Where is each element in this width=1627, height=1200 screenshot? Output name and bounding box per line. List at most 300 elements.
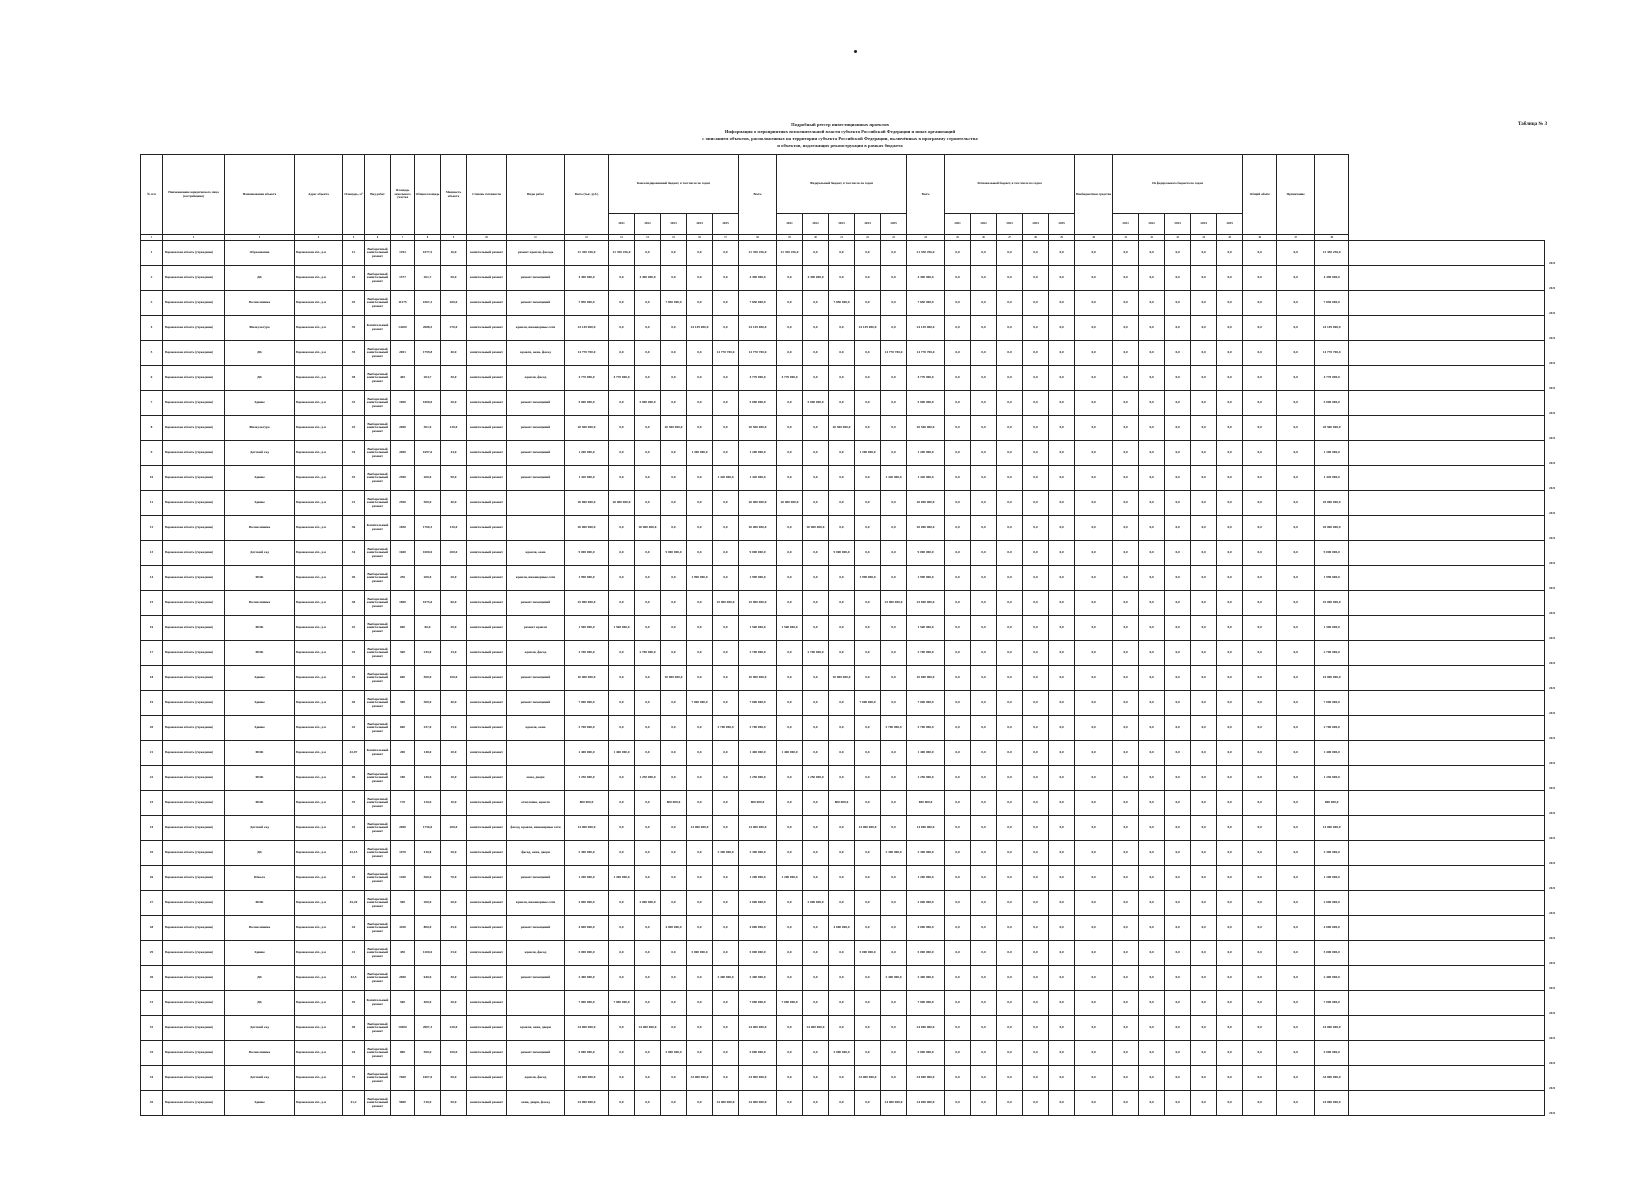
group-total-cell: 5 000 000,0	[739, 391, 777, 416]
year-value-cell: 0,0	[803, 791, 829, 816]
value-cell: 2000	[391, 441, 415, 466]
year-value-cell: 0,0	[777, 1091, 803, 1116]
summary-cell: 0,0	[1277, 391, 1315, 416]
year-value-cell: 0,0	[687, 266, 713, 291]
value-cell: 200,0	[415, 466, 441, 491]
organization-cell: Воронежская область (учреждение)	[163, 541, 225, 566]
year-value-cell: 0,0	[1191, 966, 1217, 991]
address-cell: Воронежская обл., р-н	[295, 766, 343, 791]
year-value-cell: 0,0	[609, 516, 635, 541]
year-value-cell: 0,0	[1049, 691, 1075, 716]
year-value-cell: 0,0	[971, 866, 997, 891]
year-value-cell: 0,0	[1139, 291, 1165, 316]
group-total-cell: 5 000 000,0	[907, 391, 945, 416]
year-value-cell: 0,0	[1139, 816, 1165, 841]
value-cell: 1850	[391, 516, 415, 541]
year-value-cell: 0,0	[1049, 291, 1075, 316]
organization-cell: Воронежская область (учреждение)	[163, 666, 225, 691]
year-value-cell: 0,0	[661, 966, 687, 991]
year-value-cell: 4 000 000,0	[661, 916, 687, 941]
year-value-cell: 4 770 000,0	[609, 366, 635, 391]
work-cell: капитальный ремонт	[467, 291, 507, 316]
total-cell: 9 000 000,0	[565, 541, 609, 566]
row-number: 18	[141, 666, 163, 691]
year-value-cell: 7 850 000,0	[661, 291, 687, 316]
group-total-cell: 0,0	[1243, 816, 1277, 841]
value-cell: 800	[391, 1041, 415, 1066]
year-value-cell: 0,0	[829, 366, 855, 391]
year-value-cell: 0,0	[661, 691, 687, 716]
year-value-cell: 0,0	[855, 916, 881, 941]
work-cell: капитальный ремонт	[467, 316, 507, 341]
year-value-cell: 0,0	[1113, 991, 1139, 1016]
title-line: с описанием объектов, расположенных на территории субъекта Российской Федерации, включённых в программу строительства	[702, 136, 978, 141]
year-value-cell: 0,0	[1023, 591, 1049, 616]
remark-cell	[1349, 641, 1545, 666]
year-value-cell: 0,0	[997, 366, 1023, 391]
year-value-cell: 0,0	[855, 541, 881, 566]
group-total-cell: 0,0	[1243, 466, 1277, 491]
year-value-cell: 0,0	[777, 1041, 803, 1066]
organization-cell: Воронежская область (учреждение)	[163, 416, 225, 441]
summary-cell: 0,0	[1277, 991, 1315, 1016]
year-value-cell: 0,0	[713, 991, 739, 1016]
year-value-cell: 0,0	[971, 966, 997, 991]
year-value-cell: 0,0	[1113, 291, 1139, 316]
year-value-cell: 0,0	[1139, 941, 1165, 966]
year-value-cell: 0,0	[661, 716, 687, 741]
year-value-cell: 0,0	[1113, 866, 1139, 891]
summary-cell: 0,0	[1277, 566, 1315, 591]
year-value-cell: 0,0	[777, 566, 803, 591]
year-header: 2021	[1113, 214, 1139, 235]
year-value-cell: 0,0	[713, 441, 739, 466]
work-kind-cell: Выборочный капитальный ремонт	[365, 691, 391, 716]
group-total-cell: 25 000 000,0	[739, 591, 777, 616]
year-value-cell: 5 000 000,0	[687, 941, 713, 966]
row-number: 22	[141, 766, 163, 791]
year-value-cell: 0,0	[997, 816, 1023, 841]
year-value-cell: 0,0	[777, 966, 803, 991]
column-header: Площадь, м²	[343, 155, 365, 235]
value-cell: 261,7	[415, 266, 441, 291]
organization-cell: Воронежская область (учреждение)	[163, 441, 225, 466]
description-cell: ремонт помещений	[507, 916, 565, 941]
year-value-cell: 0,0	[1191, 991, 1217, 1016]
year-value-cell: 0,0	[635, 841, 661, 866]
year-value-cell: 0,0	[1139, 966, 1165, 991]
group-total-cell: 1 200 000,0	[739, 866, 777, 891]
note-cell: 1 500 000,0	[1315, 616, 1349, 641]
year-value-cell: 0,0	[971, 741, 997, 766]
group-total-cell: 2 400 000,0	[907, 966, 945, 991]
year-value-cell: 0,0	[777, 941, 803, 966]
object-cell: Здание	[225, 941, 295, 966]
year-value-cell: 0,0	[1049, 341, 1075, 366]
year-value-cell: 24 000 000,0	[881, 1091, 907, 1116]
object-cell: ДК	[225, 366, 295, 391]
value-cell: 200,0	[441, 816, 467, 841]
note-cell: 24 149 000,0	[1315, 316, 1349, 341]
value-cell: 2000	[391, 416, 415, 441]
row-number: 26	[141, 866, 163, 891]
year-value-cell: 0,0	[777, 666, 803, 691]
area-cell: 44	[343, 1041, 365, 1066]
year-value-cell: 0,0	[777, 691, 803, 716]
year-value-cell: 1 200 000,0	[609, 866, 635, 891]
year-value-cell: 0,0	[1049, 616, 1075, 641]
year-value-cell: 0,0	[1049, 516, 1075, 541]
note-cell: 14 000 000,0	[1315, 816, 1349, 841]
year-value-cell: 0,0	[803, 441, 829, 466]
year-value-cell: 0,0	[855, 466, 881, 491]
year-value-cell: 0,0	[1113, 1066, 1139, 1091]
year-value-cell: 0,0	[1049, 741, 1075, 766]
value-cell: 500,0	[415, 491, 441, 516]
year-value-cell: 0,0	[1165, 416, 1191, 441]
value-cell: 450	[391, 941, 415, 966]
year-value-cell: 0,0	[1165, 966, 1191, 991]
year-value-cell: 0,0	[1113, 741, 1139, 766]
area-cell: 36	[343, 516, 365, 541]
year-value-cell: 0,0	[1113, 541, 1139, 566]
description-cell: отопление, кровля	[507, 791, 565, 816]
column-header: Общий объём	[1243, 155, 1277, 235]
table-row	[141, 766, 1545, 791]
year-value-cell: 4 490 000,0	[635, 266, 661, 291]
year-value-cell: 0,0	[1217, 1091, 1243, 1116]
column-number: 27	[997, 235, 1023, 241]
group-total-cell: 24 000 000,0	[907, 1016, 945, 1041]
year-value-cell: 0,0	[687, 241, 713, 266]
work-cell: капитальный ремонт	[467, 1091, 507, 1116]
value-cell: 1075,0	[415, 591, 441, 616]
group-total-cell: 2 700 000,0	[739, 716, 777, 741]
year-value-cell: 0,0	[1217, 1016, 1243, 1041]
group-total-cell: 0,0	[1075, 391, 1113, 416]
object-cell: Физкультура	[225, 316, 295, 341]
group-total-cell: 24 000 000,0	[739, 1091, 777, 1116]
year-value-cell: 0,0	[803, 341, 829, 366]
work-kind-cell: Выборочный капитальный ремонт	[365, 241, 391, 266]
group-total-cell: 0,0	[1243, 1091, 1277, 1116]
year-value-cell: 0,0	[945, 916, 971, 941]
address-cell: Воронежская обл., р-н	[295, 941, 343, 966]
year-value-cell: 2 000 000,0	[635, 891, 661, 916]
year-value-cell: 0,0	[1165, 566, 1191, 591]
year-value-cell: 1 400 000,0	[609, 741, 635, 766]
note-cell: 1 420 000,0	[1315, 466, 1349, 491]
year-value-cell: 0,0	[713, 941, 739, 966]
year-value-cell: 0,0	[997, 966, 1023, 991]
year-value-cell: 0,0	[687, 866, 713, 891]
year-value-cell: 0,0	[829, 966, 855, 991]
work-kind-cell: Выборочный капитальный ремонт	[365, 266, 391, 291]
work-kind-cell: Выборочный капитальный ремонт	[365, 566, 391, 591]
summary-cell: 0,0	[1277, 316, 1315, 341]
year-value-cell: 0,0	[997, 841, 1023, 866]
year-value-cell: 0,0	[777, 541, 803, 566]
year-value-cell: 0,0	[1023, 941, 1049, 966]
work-kind-cell: Выборочный капитальный ремонт	[365, 591, 391, 616]
year-value-cell: 0,0	[1217, 1066, 1243, 1091]
group-total-cell: 0,0	[1243, 516, 1277, 541]
year-value-cell: 0,0	[881, 791, 907, 816]
table-row	[141, 316, 1545, 341]
group-total-cell: 0,0	[1075, 1016, 1113, 1041]
year-value-cell: 0,0	[1165, 341, 1191, 366]
year-value-cell: 0,0	[1023, 716, 1049, 741]
year-value-cell: 0,0	[829, 266, 855, 291]
year-value-cell: 0,0	[829, 816, 855, 841]
year-value-cell: 0,0	[881, 991, 907, 1016]
year-value-cell: 0,0	[1023, 841, 1049, 866]
year-value-cell: 0,0	[1165, 591, 1191, 616]
value-cell: 50,0	[441, 1091, 467, 1116]
year-value-cell: 0,0	[1113, 1091, 1139, 1116]
year-value-cell: 0,0	[945, 791, 971, 816]
year-value-cell: 0,0	[635, 716, 661, 741]
year-value-cell: 0,0	[829, 591, 855, 616]
table-body	[141, 241, 1545, 1116]
remark-cell	[1349, 616, 1545, 641]
side-year-label: 2021	[1549, 260, 1556, 265]
summary-cell: 0,0	[1277, 841, 1315, 866]
value-cell: 2500	[391, 491, 415, 516]
year-value-cell: 0,0	[1023, 416, 1049, 441]
year-value-cell: 0,0	[803, 1066, 829, 1091]
address-cell: Воронежская обл., р-н	[295, 866, 343, 891]
year-value-cell: 0,0	[713, 891, 739, 916]
table-row	[141, 916, 1545, 941]
value-cell: 600	[391, 616, 415, 641]
group-total-cell: 10 000 000,0	[739, 666, 777, 691]
year-value-cell: 0,0	[829, 441, 855, 466]
group-total-cell: 0,0	[1243, 1041, 1277, 1066]
value-cell: 120,0	[441, 516, 467, 541]
year-value-cell: 0,0	[661, 466, 687, 491]
table-row	[141, 891, 1545, 916]
year-value-cell: 0,0	[971, 441, 997, 466]
organization-cell: Воронежская область (учреждение)	[163, 391, 225, 416]
group-total-cell: 0,0	[1075, 866, 1113, 891]
description-cell: ремонт помещений	[507, 441, 565, 466]
column-number: 5	[343, 235, 365, 241]
year-value-cell: 0,0	[1191, 666, 1217, 691]
year-value-cell: 0,0	[945, 666, 971, 691]
year-value-cell: 0,0	[945, 1041, 971, 1066]
object-cell: Детский сад	[225, 1066, 295, 1091]
value-cell: 14200	[391, 316, 415, 341]
column-number: 34	[1191, 235, 1217, 241]
value-cell: 600	[391, 716, 415, 741]
work-kind-cell: Выборочный капитальный ремонт	[365, 891, 391, 916]
year-value-cell: 1 420 000,0	[881, 466, 907, 491]
year-value-cell: 0,0	[1049, 391, 1075, 416]
group-total-cell: 0,0	[1243, 791, 1277, 816]
year-value-cell: 0,0	[1049, 416, 1075, 441]
year-value-cell: 0,0	[971, 1041, 997, 1066]
column-number: 6	[365, 235, 391, 241]
year-value-cell: 20 500 000,0	[829, 416, 855, 441]
organization-cell: Воронежская область (учреждение)	[163, 766, 225, 791]
year-value-cell: 0,0	[855, 1091, 881, 1116]
side-year-label: 2021	[1549, 335, 1556, 340]
total-cell: 1 420 000,0	[565, 466, 609, 491]
value-cell: 10,0	[441, 791, 467, 816]
year-value-cell: 0,0	[945, 416, 971, 441]
year-value-cell: 0,0	[1217, 1041, 1243, 1066]
row-number: 25	[141, 841, 163, 866]
summary-cell: 0,0	[1277, 466, 1315, 491]
description-cell: ремонт помещений	[507, 966, 565, 991]
remark-cell	[1349, 666, 1545, 691]
total-cell: 14 770 700,0	[565, 341, 609, 366]
year-value-cell: 0,0	[945, 366, 971, 391]
year-value-cell: 0,0	[803, 691, 829, 716]
remark-cell	[1349, 1066, 1545, 1091]
year-value-cell: 0,0	[635, 241, 661, 266]
year-value-cell: 0,0	[713, 316, 739, 341]
year-value-cell: 0,0	[1049, 966, 1075, 991]
year-value-cell: 21 350 256,0	[777, 241, 803, 266]
area-cell: 38	[343, 591, 365, 616]
work-kind-cell: Выборочный капитальный ремонт	[365, 641, 391, 666]
table-row	[141, 566, 1545, 591]
year-value-cell: 0,0	[803, 291, 829, 316]
group-total-cell: 7 000 000,0	[907, 991, 945, 1016]
note-cell: 34 000 000,0	[1315, 1066, 1349, 1091]
organization-cell: Воронежская область (учреждение)	[163, 641, 225, 666]
description-cell: ремонт помещений	[507, 591, 565, 616]
group-total-cell: 1 200 000,0	[907, 866, 945, 891]
work-kind-cell: Выборочный капитальный ремонт	[365, 1066, 391, 1091]
year-value-cell: 0,0	[1023, 541, 1049, 566]
year-value-cell: 24 149 000,0	[687, 316, 713, 341]
value-cell: 1700,3	[415, 516, 441, 541]
year-value-cell: 0,0	[713, 416, 739, 441]
year-value-cell: 0,0	[661, 616, 687, 641]
group-total-cell: 0,0	[1243, 666, 1277, 691]
side-year-label: 2021	[1549, 310, 1556, 315]
year-value-cell: 0,0	[1139, 1041, 1165, 1066]
group-total-cell: 0,0	[1075, 666, 1113, 691]
year-value-cell: 0,0	[1165, 766, 1191, 791]
value-cell: 1799,8	[415, 341, 441, 366]
row-number: 12	[141, 516, 163, 541]
year-value-cell: 0,0	[945, 491, 971, 516]
table-row	[141, 941, 1545, 966]
value-cell: 140,0	[415, 766, 441, 791]
year-value-cell: 0,0	[661, 866, 687, 891]
year-value-cell: 0,0	[997, 516, 1023, 541]
total-cell: 2 000 000,0	[565, 891, 609, 916]
address-cell: Воронежская обл., р-н	[295, 1066, 343, 1091]
year-value-cell: 0,0	[777, 416, 803, 441]
work-cell: капитальный ремонт	[467, 441, 507, 466]
year-header: 2023	[661, 214, 687, 235]
year-value-cell: 0,0	[1191, 866, 1217, 891]
column-number: 9	[441, 235, 467, 241]
organization-cell: Воронежская область (учреждение)	[163, 841, 225, 866]
value-cell: 1000	[391, 391, 415, 416]
year-value-cell: 0,0	[777, 316, 803, 341]
object-cell: ДК	[225, 341, 295, 366]
year-value-cell: 0,0	[687, 541, 713, 566]
year-value-cell: 0,0	[945, 566, 971, 591]
year-value-cell: 0,0	[971, 516, 997, 541]
organization-cell: Воронежская область (учреждение)	[163, 591, 225, 616]
note-cell: 1 250 000,0	[1315, 766, 1349, 791]
year-value-cell: 0,0	[609, 266, 635, 291]
year-value-cell: 0,0	[1191, 516, 1217, 541]
work-kind-cell: Выборочный капитальный ремонт	[365, 616, 391, 641]
year-value-cell: 0,0	[829, 516, 855, 541]
side-year-label: 2021	[1549, 610, 1556, 615]
address-cell: Воронежская обл., р-н	[295, 966, 343, 991]
year-value-cell: 0,0	[997, 466, 1023, 491]
total-cell: 7 850 000,0	[565, 291, 609, 316]
year-value-cell: 0,0	[997, 741, 1023, 766]
column-number: 23	[881, 235, 907, 241]
group-total-cell: 0,0	[1075, 366, 1113, 391]
title-line: Подробный реестр инвестиционных проектов	[791, 122, 889, 127]
year-value-cell: 0,0	[855, 416, 881, 441]
year-value-cell: 0,0	[1023, 241, 1049, 266]
year-value-cell: 0,0	[997, 691, 1023, 716]
value-cell: 90,0	[441, 466, 467, 491]
value-cell: 40,0	[441, 341, 467, 366]
table-row	[141, 991, 1545, 1016]
address-cell: Воронежская обл., р-н	[295, 366, 343, 391]
year-value-cell: 0,0	[1165, 641, 1191, 666]
year-value-cell: 0,0	[803, 666, 829, 691]
year-value-cell: 0,0	[1165, 866, 1191, 891]
side-year-label: 2021	[1549, 1060, 1556, 1065]
description-cell	[507, 516, 565, 541]
value-cell: 1577	[391, 266, 415, 291]
year-value-cell: 0,0	[1113, 766, 1139, 791]
year-value-cell: 0,0	[855, 666, 881, 691]
year-value-cell: 0,0	[1217, 416, 1243, 441]
group-total-cell: 14 770 700,0	[907, 341, 945, 366]
year-value-cell: 0,0	[997, 766, 1023, 791]
description-cell: ремонт помещений	[507, 691, 565, 716]
group-total-cell: 0,0	[1243, 991, 1277, 1016]
column-header: Консолидированный бюджет, в том числе по годам	[609, 155, 739, 214]
year-value-cell: 0,0	[803, 816, 829, 841]
table-row	[141, 366, 1545, 391]
remark-cell	[1349, 441, 1545, 466]
group-total-cell: 0,0	[1075, 541, 1113, 566]
group-total-cell: 1 500 000,0	[907, 616, 945, 641]
remark-cell	[1349, 766, 1545, 791]
year-value-cell: 0,0	[609, 1066, 635, 1091]
year-value-cell: 0,0	[713, 866, 739, 891]
year-value-cell: 0,0	[1139, 416, 1165, 441]
year-value-cell: 0,0	[1191, 541, 1217, 566]
note-cell: 14 770 700,0	[1315, 341, 1349, 366]
year-value-cell: 0,0	[609, 541, 635, 566]
group-total-cell: 0,0	[1243, 616, 1277, 641]
column-number: 28	[1023, 235, 1049, 241]
year-value-cell: 0,0	[855, 391, 881, 416]
table-row	[141, 791, 1545, 816]
year-value-cell: 0,0	[1113, 241, 1139, 266]
work-cell: капитальный ремонт	[467, 416, 507, 441]
year-value-cell: 14 770 700,0	[881, 341, 907, 366]
year-value-cell: 0,0	[635, 1066, 661, 1091]
